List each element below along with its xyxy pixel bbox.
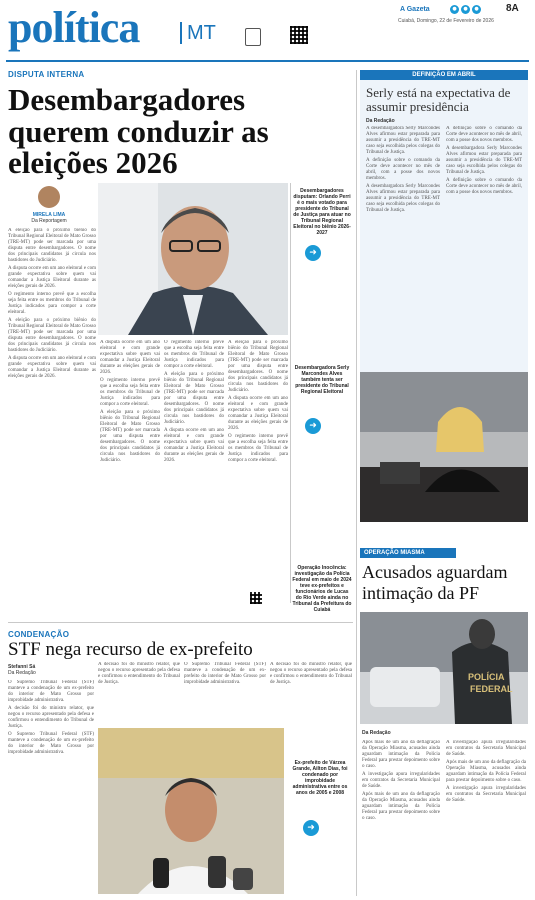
paragraph: O regimento interno prevê que a escolha seja feita entre os membros do Tribunal de Justiça indicados para compor a corte eleitoral. [164,340,224,369]
paragraph: O regimento interno prevê que a escolha seja feita entre os membros do Tribunal de Justiça indicados para compor a corte eleitoral. [228,434,288,463]
paper-name: A Gazeta [400,6,430,13]
paragraph: A definição sobre o comando da Corte deve acontecer no mês de abril, com a posse dos novos membros. [366,158,440,181]
main-body-col4 [228,340,288,588]
page-divider [356,70,357,896]
paragraph: A eleição para o próximo biênio do Tribunal Regional Eleitoral de Mato Grosso (TRE-MT) pode ser marcada por uma disputa entre desembargadores. O nome dos principais candidatos já circula nos bastidores do Judiciário. [164,372,224,425]
author-role: Da Reportagem [31,218,67,224]
qr-code-icon [290,26,308,44]
main-photo-caption: Desembargadores disputam: Orlando Perri é o mais votado para presidente do Tribunal de Justiça para atuar no Tribunal Regional Eleitoral no biênio 2026-2027 [293,188,351,236]
paragraph: A desembargadora Serly Marcondes Alves afirmou estar preparada para assumir a presidência do TRE-MT caso seja escolhida pelos colegas do Tribunal de Justiça. [366,184,440,213]
paragraph: A investigação apura irregularidades em contratos da Secretaria Municipal de Saúde. [446,740,526,757]
author-name: MIRELA LIMA [32,212,66,218]
paragraph: A desembargadora Serly Marcondes Alves afirmou estar preparada para assumir a presidência do TRE-MT caso seja escolhida pelos colegas do Tribunal de Justiça. [366,126,440,155]
social-icon: ● [461,5,470,14]
paragraph: A investigação apura irregularidades em contratos da Secretaria Municipal de Saúde. [362,772,440,789]
paragraph: A disputa ocorre em um ano eleitoral e com grande expectativa sobre quem vai comandar a Justiça Eleitoral durante as eleições gerais de 2026. [228,396,288,431]
page-number: 8A [506,3,519,14]
sidebar-headline: Serly está na expectativa de assumir presidência [366,85,511,115]
paragraph: A eleição para o próximo biênio do Tribunal Regional Eleitoral de Mato Grosso (TRE-MT) pode ser marcada por uma disputa entre desembargadores. O nome dos principais candidatos já circula nos bastidores do Judiciário. [8,318,96,353]
stf-author-name: Stefanni Sá [8,664,36,670]
date-line: Cuiabá, Domingo, 22 de Fevereiro de 2026 [398,18,494,24]
paragraph: O regimento interno prevê que a escolha seja feita entre os membros do Tribunal de Justiça indicados para compor a corte eleitoral. [100,378,160,407]
stf-body-col4 [270,662,352,722]
main-body-col3 [164,340,224,588]
main-kicker: DISPUTA INTERNA [8,70,85,79]
paragraph: A desembargadora Serly Marcondes Alves afirmou estar preparada para assumir a presidência do TRE-MT caso seja escolhida pelos colegas do Tribunal de Justiça. [446,146,522,175]
paragraph: O Supremo Tribunal Federal (STF) manteve a condenação de um ex-prefeito do interior de Mato Grosso por improbidade administrativa. [8,680,94,703]
paragraph: Após mais de um ano da deflagração da Operação Miasma, acusados ainda aguardam intimação da Polícia Federal para prestar depoimento sobre o caso. [362,740,440,769]
svg-text:POLÍCIA: POLÍCIA [468,672,505,682]
stf-kicker: CONDENAÇÃO [8,630,70,639]
section-divider [8,622,353,623]
paragraph: A eleição para o próximo biênio do Tribunal Regional Eleitoral de Mato Grosso (TRE-MT) pode ser marcada por uma disputa entre desembargadores. O nome dos principais candidatos já circula nos bastidores do Judiciário. [100,410,160,463]
paragraph: O Supremo Tribunal Federal (STF) manteve a condenação de um ex-prefeito do interior de Mato Grosso por improbidade administrativa. [8,732,94,755]
main-headline: Desembargadores querem conduzir as eleições 2026 [8,82,269,181]
sidebar-body-col2 [446,126,522,364]
stf-headline: STF nega recurso de ex-prefeito [8,639,253,660]
section-subtitle: MT [180,22,216,44]
paragraph: Após mais de um ano da deflagração da Operação Miasma, acusados ainda aguardam intimação da Polícia Federal para prestar depoimento sobre o caso. [362,792,440,821]
pf-body-col1 [362,740,440,894]
social-icon: ● [450,5,459,14]
arrow-right-icon: ➜ [305,418,321,434]
paragraph: A investigação apura irregularidades em contratos da Secretaria Municipal de Saúde. [446,786,526,803]
pf-body-col2 [446,740,526,894]
stf-body-col1 [8,680,94,894]
stf-photo [98,728,284,894]
main-photo [98,183,288,335]
arrow-right-icon: ➜ [305,245,321,261]
paragraph: A disputa ocorre em um ano eleitoral e com grande expectativa sobre quem vai comandar a Justiça Eleitoral durante as eleições gerais de 2026. [100,340,160,375]
paragraph: A disputa ocorre em um ano eleitoral e com grande expectativa sobre quem vai comandar a Justiça Eleitoral durante as eleições gerais de 2026. [8,266,96,289]
paragraph: A eleição para o próximo biênio do Tribunal Regional Eleitoral de Mato Grosso (TRE-MT) pode ser marcada por uma disputa entre desembargadores. O nome dos principais candidatos já circula nos bastidores do Judiciário. [228,340,288,393]
social-icon: ● [472,5,481,14]
column-divider [290,183,291,603]
paragraph: A disputa ocorre em um ano eleitoral e com grande expectativa sobre quem vai comandar a Justiça Eleitoral durante as eleições gerais de 2026. [8,356,96,379]
svg-text:FEDERAL: FEDERAL [470,684,513,694]
paragraph: A decisão foi do ministro relator, que negou o recurso apresentado pela defesa e confirmou o entendimento do Tribunal de Justiça. [8,706,94,729]
phone-icon [245,28,261,46]
social-icons [450,5,481,14]
paragraph: A disputa ocorre em um ano eleitoral e com grande expectativa sobre quem vai comandar a Justiça Eleitoral durante as eleições gerais de 2026. [164,428,224,463]
stf-body-col3 [184,662,266,722]
paragraph: A definição sobre o comando da Corte deve acontecer no mês de abril, com a posse dos novos membros. [446,126,522,143]
arrow-right-icon: ➜ [303,820,319,836]
portrait-illustration [98,183,288,335]
paragraph: A decisão foi do ministro relator, que negou o recurso apresentado pela defesa e confirmou o entendimento do Tribunal de Justiça. [98,662,180,685]
stf-author-role: Da Redação [8,670,36,676]
section-title: política [8,3,140,52]
author-avatar [38,186,60,208]
courtroom-illustration [360,372,528,522]
paragraph: O Supremo Tribunal Federal (STF) manteve a condenação de um ex-prefeito do interior de Mato Grosso por improbidade administrativa. [184,662,266,685]
stf-photo-caption: Ex-prefeito de Várzea Grande, Ailton Dias, foi condenado por improbidade administrativa entre os anos de 2005 e 2008 [292,760,348,796]
stf-body-col2 [98,662,180,722]
paragraph: A definição sobre o comando da Corte deve acontecer no mês de abril, com a posse dos novos membros. [446,178,522,195]
paragraph: O regimento interno prevê que a escolha seja feita entre os membros do Tribunal de Justiça indicados para compor a corte eleitoral. [8,292,96,315]
main-body-col1 [8,228,96,608]
sidebar-byline: Da Redação [366,118,395,124]
sidebar-label: DEFINIÇÃO EM ABRIL [360,70,528,80]
main-body-col2 [100,340,160,588]
paragraph: A eleição para o próximo biênio do Tribunal Regional Eleitoral de Mato Grosso (TRE-MT) pode ser marcada por uma disputa entre desembargadores. O nome dos principais candidatos já circula nos bastidores do Judiciário. [8,228,96,263]
police-illustration [360,612,528,724]
pf-byline: Da Redação [362,730,391,736]
pf-photo [360,612,528,724]
pf-headline: Acusados aguardam intimação da PF [362,562,508,603]
pf-label: OPERAÇÃO MIASMA [360,548,456,558]
paragraph: A decisão foi do ministro relator, que negou o recurso apresentado pela defesa e confirmou o entendimento do Tribunal de Justiça. [270,662,352,685]
sidebar-photo [360,372,528,522]
sidebar-body-col1 [366,126,440,364]
qr-code-icon [250,592,262,604]
photo2-caption: Desembargadora Serly Marcondes Alves também tenta ser presidente do Tribunal Regional Eleitoral [294,365,350,395]
paragraph: Após mais de um ano da deflagração da Operação Miasma, acusados ainda aguardam intimação da Polícia Federal para prestar depoimento sobre o caso. [446,760,526,783]
photo3-caption: Operação Inocência: investigação da Polícia Federal em maio de 2024 teve ex-prefeitos e funcionários de Lucas do Rio Verde ainda no Tribunal da Prefeitura do Cuiabá [292,565,352,613]
interview-illustration [98,728,284,894]
